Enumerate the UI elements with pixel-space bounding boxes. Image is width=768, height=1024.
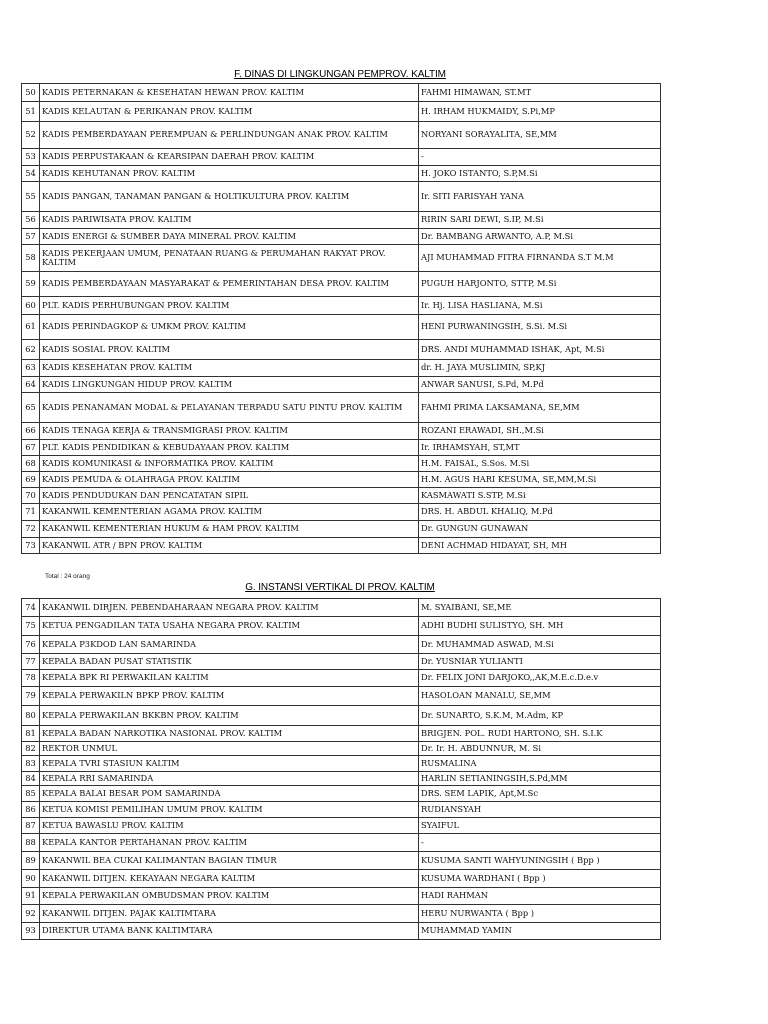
section-f-table — [21, 83, 661, 554]
section-f-total-note: Total : 24 orang — [45, 573, 90, 580]
row-position: KEPALA TVRI STASIUN KALTIM — [40, 756, 419, 772]
row-official-name: AJI MUHAMMAD FITRA FIRNANDA S.T M.M — [419, 245, 661, 272]
row-official-name: HADI RAHMAN — [419, 888, 661, 905]
row-number: 52 — [22, 122, 40, 149]
table-row — [22, 440, 661, 456]
row-position: KETUA PENGADILAN TATA USAHA NEGARA PROV. KALTIM — [40, 617, 419, 636]
table-row — [22, 706, 661, 726]
row-official-name: Dr. Ir. H. ABDUNNUR, M. Si — [419, 742, 661, 756]
table-row — [22, 340, 661, 360]
row-number: 75 — [22, 617, 40, 636]
row-number: 51 — [22, 102, 40, 122]
row-official-name: MUHAMMAD YAMIN — [419, 923, 661, 940]
row-position: KETUA BAWASLU PROV. KALTIM — [40, 818, 419, 834]
row-position: KADIS PEMBERDAYAAN PEREMPUAN & PERLINDUNGAN ANAK PROV. KALTIM — [40, 122, 419, 149]
row-number: 86 — [22, 802, 40, 818]
row-number: 84 — [22, 772, 40, 786]
row-number: 53 — [22, 149, 40, 166]
table-row — [22, 772, 661, 786]
row-official-name: FAHMI PRIMA LAKSAMANA, SE,MM — [419, 393, 661, 423]
row-official-name: BRIGJEN. POL. RUDI HARTONO, SH. S.I.K — [419, 726, 661, 742]
row-position: KADIS PERPUSTAKAAN & KEARSIPAN DAERAH PROV. KALTIM — [40, 149, 419, 166]
row-official-name: H.M. AGUS HARI KESUMA, SE,MM,M.Si — [419, 472, 661, 488]
row-position: KETUA KOMISI PEMILIHAN UMUM PROV. KALTIM — [40, 802, 419, 818]
table-row — [22, 102, 661, 122]
table-row — [22, 423, 661, 440]
row-official-name: HARLIN SETIANINGSIH,S.Pd,MM — [419, 772, 661, 786]
row-position: KEPALA BADAN NARKOTIKA NASIONAL PROV. KALTIM — [40, 726, 419, 742]
row-number: 89 — [22, 852, 40, 870]
table-row — [22, 297, 661, 315]
table-row — [22, 870, 661, 888]
row-official-name: HASOLOAN MANALU, SE,MM — [419, 687, 661, 706]
row-position: KADIS PEKERJAAN UMUM, PENATAAN RUANG & PERUMAHAN RAKYAT PROV. KALTIM — [40, 245, 419, 272]
table-row — [22, 504, 661, 521]
row-number: 85 — [22, 786, 40, 802]
row-position: KAKANWIL DIRJEN. PEBENDAHARAAN NEGARA PROV. KALTIM — [40, 599, 419, 617]
row-position: KADIS SOSIAL PROV. KALTIM — [40, 340, 419, 360]
row-number: 63 — [22, 360, 40, 377]
row-number: 62 — [22, 340, 40, 360]
row-number: 50 — [22, 84, 40, 102]
table-row — [22, 149, 661, 166]
row-official-name: ROZANI ERAWADI, SH.,M.Si — [419, 423, 661, 440]
row-official-name: DRS. H. ABDUL KHALIQ, M.Pd — [419, 504, 661, 521]
row-position: KADIS PEMUDA & OLAHRAGA PROV. KALTIM — [40, 472, 419, 488]
row-official-name: DRS. SEM LAPIK, Apt,M.Sc — [419, 786, 661, 802]
row-position: KEPALA BPK RI PERWAKILAN KALTIM — [40, 670, 419, 687]
row-number: 59 — [22, 272, 40, 297]
row-position: KEPALA BADAN PUSAT STATISTIK — [40, 654, 419, 670]
row-official-name: DENI ACHMAD HIDAYAT, SH, MH — [419, 538, 661, 554]
row-position: KADIS LINGKUNGAN HIDUP PROV. KALTIM — [40, 377, 419, 393]
row-official-name: Dr. MUHAMMAD ASWAD, M.Si — [419, 636, 661, 654]
row-number: 68 — [22, 456, 40, 472]
row-position: DIREKTUR UTAMA BANK KALTIMTARA — [40, 923, 419, 940]
row-number: 55 — [22, 182, 40, 212]
row-position: KADIS PEMBERDAYAAN MASYARAKAT & PEMERINTAHAN DESA PROV. KALTIM — [40, 272, 419, 297]
section-g-title: G. INSTANSI VERTIKAL DI PROV. KALTIM — [245, 582, 435, 593]
row-official-name: Dr. BAMBANG ARWANTO, A.P, M.Si — [419, 229, 661, 245]
row-official-name: M. SYAIBANI, SE,ME — [419, 599, 661, 617]
row-position: KAKANWIL KEMENTERIAN HUKUM & HAM PROV. KALTIM — [40, 521, 419, 538]
row-position: KEPALA P3KDOD LAN SAMARINDA — [40, 636, 419, 654]
row-position: KAKANWIL DITJEN. KEKAYAAN NEGARA KALTIM — [40, 870, 419, 888]
table-row — [22, 726, 661, 742]
row-official-name: HENI PURWANINGSIH, S.Si. M.Si — [419, 315, 661, 340]
row-official-name: Dr. GUNGUN GUNAWAN — [419, 521, 661, 538]
row-position: KADIS KELAUTAN & PERIKANAN PROV. KALTIM — [40, 102, 419, 122]
row-number: 83 — [22, 756, 40, 772]
row-official-name: RUDIANSYAH — [419, 802, 661, 818]
row-position: KADIS PETERNAKAN & KESEHATAN HEWAN PROV. KALTIM — [40, 84, 419, 102]
row-number: 72 — [22, 521, 40, 538]
row-number: 60 — [22, 297, 40, 315]
row-number: 65 — [22, 393, 40, 423]
row-number: 67 — [22, 440, 40, 456]
row-position: KEPALA PERWAKILAN OMBUDSMAN PROV. KALTIM — [40, 888, 419, 905]
table-row — [22, 599, 661, 617]
table-row — [22, 538, 661, 554]
row-position: KAKANWIL ATR / BPN PROV. KALTIM — [40, 538, 419, 554]
row-official-name: KASMAWATI S.STP, M.Si — [419, 488, 661, 504]
table-row — [22, 852, 661, 870]
row-number: 79 — [22, 687, 40, 706]
table-row — [22, 360, 661, 377]
table-row — [22, 818, 661, 834]
row-position: KADIS PARIWISATA PROV. KALTIM — [40, 212, 419, 229]
row-number: 90 — [22, 870, 40, 888]
table-row — [22, 636, 661, 654]
row-position: KADIS TENAGA KERJA & TRANSMIGRASI PROV. KALTIM — [40, 423, 419, 440]
row-official-name: KUSUMA SANTI WAHYUNINGSIH ( Bpp ) — [419, 852, 661, 870]
row-number: 91 — [22, 888, 40, 905]
table-row — [22, 84, 661, 102]
table-row — [22, 245, 661, 272]
row-number: 77 — [22, 654, 40, 670]
table-row — [22, 182, 661, 212]
row-position: PLT. KADIS PENDIDIKAN & KEBUDAYAAN PROV. KALTIM — [40, 440, 419, 456]
row-position: KADIS PERINDAGKOP & UMKM PROV. KALTIM — [40, 315, 419, 340]
row-position: KADIS PANGAN, TANAMAN PANGAN & HOLTIKULTURA PROV. KALTIM — [40, 182, 419, 212]
row-position: KADIS ENERGI & SUMBER DAYA MINERAL PROV. KALTIM — [40, 229, 419, 245]
table-row — [22, 315, 661, 340]
row-official-name: H. IRHAM HUKMAIDY, S.Pi,MP — [419, 102, 661, 122]
row-official-name: ADHI BUDHI SULISTYO, SH. MH — [419, 617, 661, 636]
row-position: KADIS PENDUDUKAN DAN PENCATATAN SIPIL — [40, 488, 419, 504]
row-number: 71 — [22, 504, 40, 521]
row-official-name: - — [419, 834, 661, 852]
row-number: 76 — [22, 636, 40, 654]
row-position: KEPALA PERWAKILN BPKP PROV. KALTIM — [40, 687, 419, 706]
table-row — [22, 905, 661, 923]
table-row — [22, 229, 661, 245]
row-number: 69 — [22, 472, 40, 488]
row-official-name: SYAIFUL — [419, 818, 661, 834]
table-row — [22, 802, 661, 818]
table-row — [22, 888, 661, 905]
table-row — [22, 393, 661, 423]
row-number: 80 — [22, 706, 40, 726]
row-position: KAKANWIL KEMENTERIAN AGAMA PROV. KALTIM — [40, 504, 419, 521]
table-row — [22, 786, 661, 802]
row-number: 82 — [22, 742, 40, 756]
table-row — [22, 272, 661, 297]
row-official-name: PUGUH HARJONTO, STTP, M.Si — [419, 272, 661, 297]
section-g-table — [21, 598, 661, 940]
table-row — [22, 654, 661, 670]
row-position: KEPALA KANTOR PERTAHANAN PROV. KALTIM — [40, 834, 419, 852]
row-official-name: NORYANI SORAYALITA, SE,MM — [419, 122, 661, 149]
row-number: 81 — [22, 726, 40, 742]
table-row — [22, 617, 661, 636]
table-row — [22, 521, 661, 538]
table-row — [22, 670, 661, 687]
row-official-name: - — [419, 149, 661, 166]
row-position: KEPALA PERWAKILAN BKKBN PROV. KALTIM — [40, 706, 419, 726]
row-official-name: dr. H. JAYA MUSLIMIN, SP,KJ — [419, 360, 661, 377]
row-position: KADIS KESEHATAN PROV. KALTIM — [40, 360, 419, 377]
row-number: 74 — [22, 599, 40, 617]
table-row — [22, 472, 661, 488]
section-f-title: F. DINAS DI LINGKUNGAN PEMPROV. KALTIM — [234, 69, 446, 80]
table-row — [22, 834, 661, 852]
row-number: 56 — [22, 212, 40, 229]
row-official-name: RUSMALINA — [419, 756, 661, 772]
row-number: 54 — [22, 166, 40, 182]
row-position: KADIS KEHUTANAN PROV. KALTIM — [40, 166, 419, 182]
row-number: 87 — [22, 818, 40, 834]
row-official-name: Dr. FELIX JONI DARJOKO,,AK,M.E.c.D.e.v — [419, 670, 661, 687]
row-position: KAKANWIL BEA CUKAI KALIMANTAN BAGIAN TIMUR — [40, 852, 419, 870]
row-official-name: HERU NURWANTA ( Bpp ) — [419, 905, 661, 923]
table-row — [22, 488, 661, 504]
row-position: REKTOR UNMUL — [40, 742, 419, 756]
row-official-name: Ir. Hj. LISA HASLIANA, M.Si — [419, 297, 661, 315]
table-row — [22, 687, 661, 706]
table-row — [22, 923, 661, 940]
row-official-name: Ir. SITI FARISYAH YANA — [419, 182, 661, 212]
row-position: KAKANWIL DITJEN. PAJAK KALTIMTARA — [40, 905, 419, 923]
row-official-name: Dr. SUNARTO, S.K.M, M.Adm, KP — [419, 706, 661, 726]
row-number: 61 — [22, 315, 40, 340]
row-position: KEPALA BALAI BESAR POM SAMARINDA — [40, 786, 419, 802]
row-number: 92 — [22, 905, 40, 923]
row-number: 66 — [22, 423, 40, 440]
row-official-name: ANWAR SANUSI, S.Pd, M.Pd — [419, 377, 661, 393]
table-row — [22, 377, 661, 393]
row-number: 73 — [22, 538, 40, 554]
row-official-name: H. JOKO ISTANTO, S.P,M.Si — [419, 166, 661, 182]
row-official-name: H.M. FAISAL, S.Sos. M.Si — [419, 456, 661, 472]
row-official-name: Ir. IRHAMSYAH, ST,MT — [419, 440, 661, 456]
row-number: 93 — [22, 923, 40, 940]
row-official-name: DRS. ANDI MUHAMMAD ISHAK, Apt, M.Si — [419, 340, 661, 360]
row-number: 88 — [22, 834, 40, 852]
row-official-name: KUSUMA WARDHANI ( Bpp ) — [419, 870, 661, 888]
row-number: 78 — [22, 670, 40, 687]
row-official-name: FAHMI HIMAWAN, ST.MT — [419, 84, 661, 102]
row-position: KADIS PENANAMAN MODAL & PELAYANAN TERPADU SATU PINTU PROV. KALTIM — [40, 393, 419, 423]
row-official-name: RIRIN SARI DEWI, S.IP, M.Si — [419, 212, 661, 229]
table-row — [22, 166, 661, 182]
row-number: 58 — [22, 245, 40, 272]
row-position: KADIS KOMUNIKASI & INFORMATIKA PROV. KALTIM — [40, 456, 419, 472]
row-position: KEPALA RRI SAMARINDA — [40, 772, 419, 786]
table-row — [22, 456, 661, 472]
row-number: 57 — [22, 229, 40, 245]
table-row — [22, 756, 661, 772]
row-number: 70 — [22, 488, 40, 504]
table-row — [22, 212, 661, 229]
row-number: 64 — [22, 377, 40, 393]
table-row — [22, 122, 661, 149]
row-position: PLT. KADIS PERHUBUNGAN PROV. KALTIM — [40, 297, 419, 315]
table-row — [22, 742, 661, 756]
row-official-name: Dr. YUSNIAR YULIANTI — [419, 654, 661, 670]
